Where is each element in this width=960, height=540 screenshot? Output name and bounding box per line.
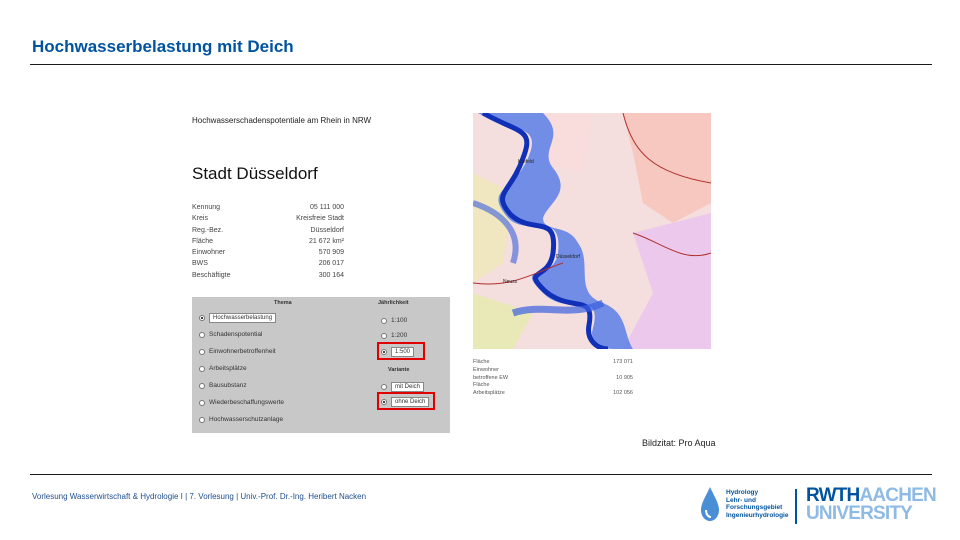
stat-value: 206 017 [318,260,344,268]
radio-icon [199,332,205,338]
radio-icon [199,417,205,423]
map-info-row [473,390,633,398]
stat-label: Einwohner [192,249,226,257]
theme-option-residents[interactable] [199,348,276,355]
info-label: betroffene EW [473,374,509,381]
radio-icon [199,383,205,389]
radio-icon [381,384,387,390]
info-label: Einwohner [473,366,499,373]
stat-value: 570 909 [318,249,344,257]
theme-option-buildings[interactable] [199,382,247,389]
stat-row [192,236,344,247]
radio-icon [381,318,387,324]
info-label: Fläche [473,382,490,389]
option-label: Schadenspotential [209,331,263,338]
hydrology-logo-text [726,489,788,519]
flood-map [473,113,711,349]
highlight-year-box [377,342,425,360]
stat-label: Beschäftigte [192,271,231,279]
map-info-row [473,367,633,375]
damage-potential-panel [192,108,450,433]
info-label: Arbeitsplätze [473,390,505,397]
info-label: Fläche [473,359,490,365]
logo-line: Forschungsgebiet [726,504,783,511]
radio-icon [199,400,205,406]
theme-option-damage[interactable] [199,331,263,338]
flood-map-graphic [473,113,711,349]
stat-row [192,258,344,269]
university-wordmark: UNIVERSITY [806,503,913,524]
option-label: Hochwasserbelastung [209,313,276,323]
year-option-100[interactable] [381,317,407,324]
aachen-wordmark: AACHEN [859,485,936,506]
stat-row [192,202,344,213]
stat-label: BWS [192,260,208,268]
stat-value: 05 111 000 [310,204,344,211]
highlight-variant-box [377,392,435,410]
option-label: Wiederbeschaffungswerte [209,399,285,406]
selection-form [192,297,450,433]
hydrology-logo [700,486,788,522]
option-label: ohne Deich [391,397,429,407]
logo-line: Hydrology [726,489,759,496]
radio-icon [199,349,205,355]
water-drop-icon [700,486,720,522]
stat-label: Kreis [192,215,208,223]
theme-option-flood-load[interactable] [199,313,276,323]
stat-label: Fläche [192,237,214,245]
map-info-row [473,382,633,390]
option-label: Bausubstanz [209,382,247,389]
logo-line: Ingenieurhydrologie [726,511,789,519]
theme-header: Thema [274,300,292,306]
theme-option-jobs[interactable] [199,365,247,372]
radio-icon [199,366,205,372]
city-stats [192,202,344,281]
option-label: 1:100 [391,317,408,324]
rwth-logo [806,487,936,523]
stat-value: Kreisfreie Stadt [296,215,344,223]
year-header: Jährlichkeit [378,300,409,306]
slide-title: Hochwasserbelastung mit Deich [32,37,294,56]
radio-selected-icon [199,315,205,321]
stat-value: Düsseldorf [310,226,344,234]
option-label: 1:200 [391,332,408,339]
logo-line: Lehr- und [726,496,756,504]
option-label: Hochwasserschutzanlage [209,416,284,423]
stat-label: Kennung [192,204,221,211]
footer-text: Vorlesung Wasserwirtschaft & Hydrologie I | 7. Vorlesung | Univ.-Prof. Dr.-Ing. Heribert Nacken [32,492,367,501]
footer-divider [30,474,932,475]
info-value: 102 056 [613,390,633,397]
stat-label: Reg.-Bez. [192,226,224,234]
stat-row [192,270,344,281]
option-label: Arbeitsplätze [209,365,247,372]
panel-heading: Hochwasserschadenspotentiale am Rhein in NRW [192,116,372,125]
year-option-200[interactable] [381,332,407,339]
logo-separator [795,489,797,524]
option-label: mit Deich [391,382,424,392]
map-info-row [473,359,633,367]
stat-row [192,247,344,258]
stat-row [192,213,344,224]
option-label: Einwohnerbetroffenheit [209,348,276,355]
info-value: 10 905 [616,374,633,381]
map-label: Düsseldorf [556,254,580,260]
map-info-table [473,359,633,398]
map-label: Krefeld [518,159,534,165]
theme-option-replacement[interactable] [199,399,284,406]
stat-value: 21 672 km² [308,237,344,245]
title-divider [30,64,932,65]
stat-row [192,225,344,236]
variant-header: Variante [388,367,410,373]
map-label: Neuss [503,279,518,285]
option-label: 1:500 [391,347,414,357]
theme-option-protection[interactable] [199,416,283,423]
stat-value: 300 164 [318,271,344,279]
variant-option-with-dike[interactable] [381,382,424,392]
city-name: Stadt Düsseldorf [192,164,318,183]
map-info-row [473,375,633,383]
info-value: 173 071 [613,359,633,365]
radio-icon [381,333,387,339]
image-credit: Bildzitat: Pro Aqua [642,438,716,448]
rwth-wordmark: RWTH [806,485,860,506]
